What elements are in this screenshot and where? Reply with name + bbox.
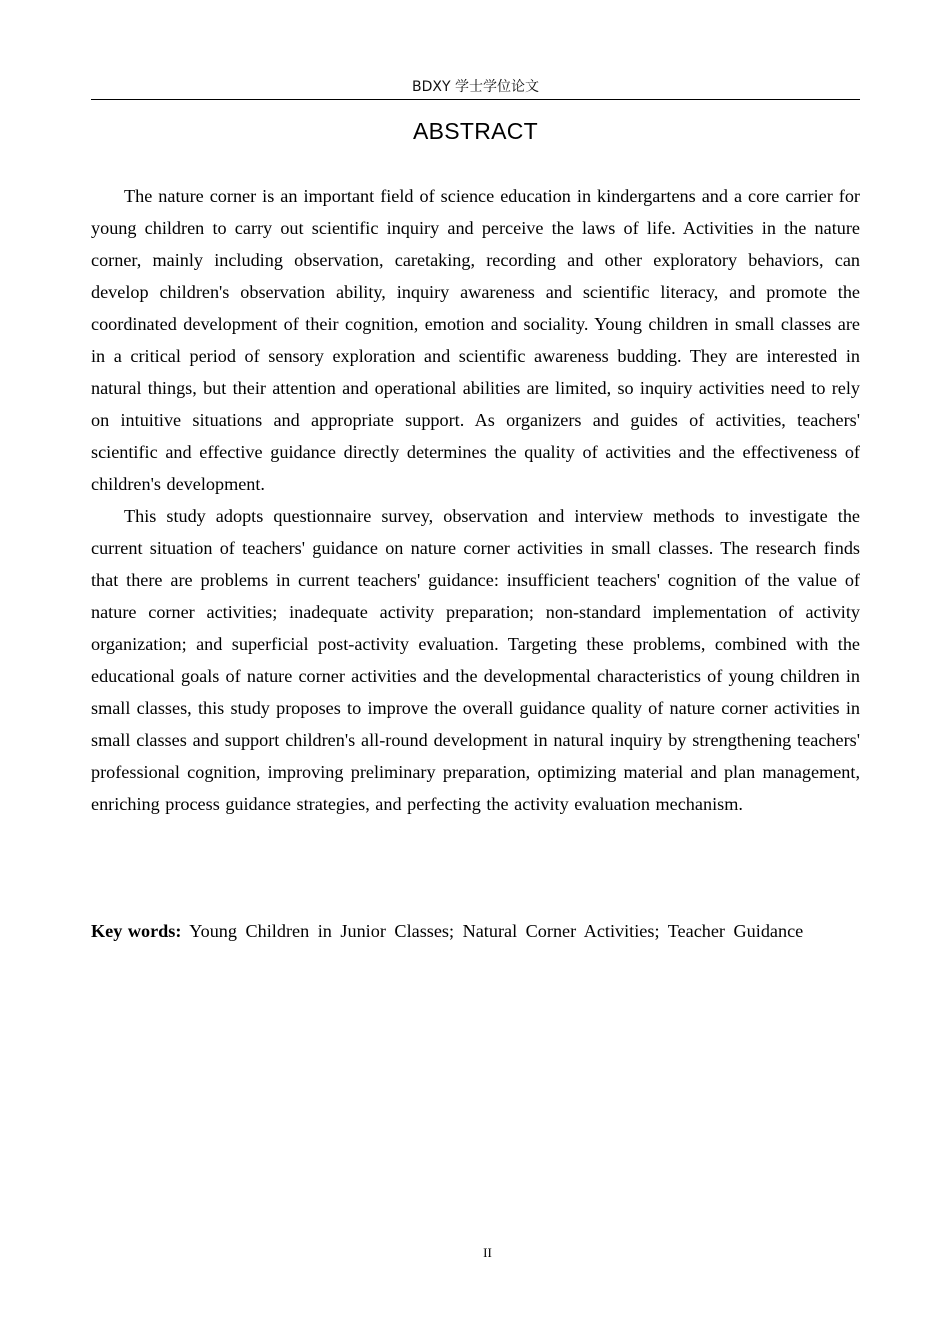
abstract-title: ABSTRACT [412,118,539,144]
abstract-paragraph-2: This study adopts questionnaire survey, observation and interview methods to investigate the current situation of teachers' guidance on nature corner activities in small classes. The research finds that there are problems in current teachers' guidance: insufficient teachers' cognition of the value of nature corner activities; inadequate activity preparation; non-standard implementation of activity organization; and superficial post-activity evaluation. Targeting these problems, combined with the educational goals of nature corner activities and the developmental characteristics of young children in small classes, this study proposes to improve the overall guidance quality of nature corner activities in small classes and support children's all-round development in natural inquiry by strengthening teachers' professional cognition, improving preliminary preparation, optimizing material and plan management, enriching process guidance strategies, and perfecting the activity evaluation mechanism. [91,506,860,814]
page-number: II [483,1245,492,1260]
abstract-body [91,180,860,820]
running-header: BDXY 学士学位论文 [412,79,539,95]
keywords-line [91,915,881,947]
header-divider [91,99,860,100]
keywords-label: Key words: [91,921,182,941]
abstract-paragraph-1: The nature corner is an important field of science education in kindergartens and a core carrier for young children to carry out scientific inquiry and perceive the laws of life. Activities in the nature corner, mainly including observation, caretaking, recording and other exploratory behaviors, can develop children's observation ability, inquiry awareness and scientific literacy, and promote the coordinated development of their cognition, emotion and sociality. Young children in small classes are in a critical period of sensory exploration and scientific awareness budding. They are interested in natural things, but their attention and operational abilities are limited, so inquiry activities need to rely on intuitive situations and appropriate support. As organizers and guides of activities, teachers' scientific and effective guidance directly determines the quality of activities and the effectiveness of children's development. [91,186,860,494]
keywords-text: Young Children in Junior Classes; Natural Corner Activities; Teacher Guidance [189,921,804,941]
